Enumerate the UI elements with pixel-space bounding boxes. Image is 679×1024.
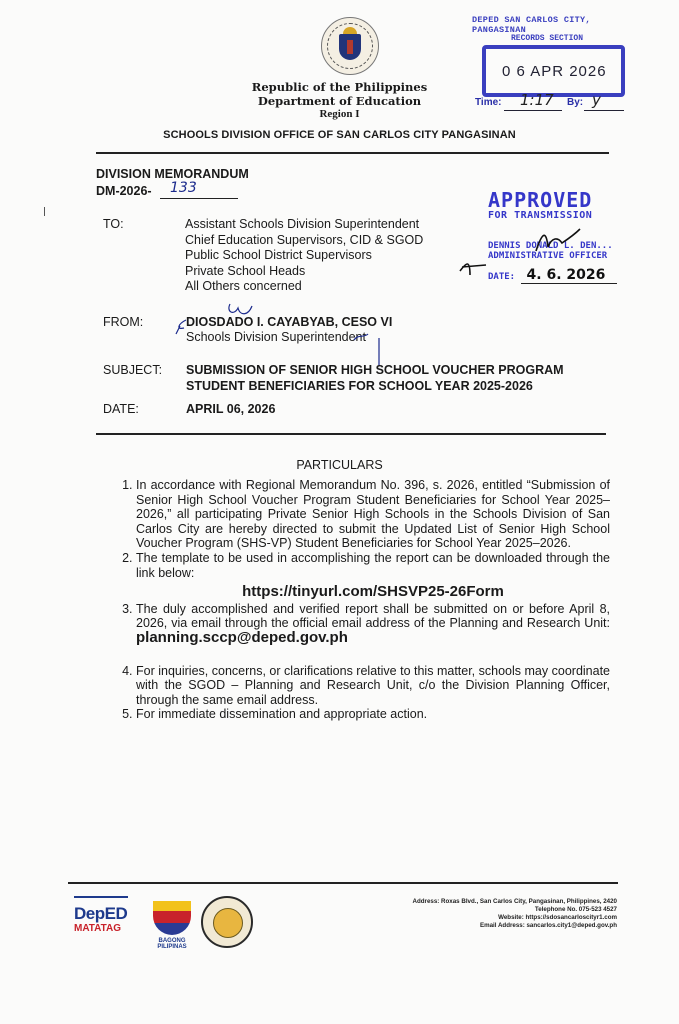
- stamp-by-label: By:: [567, 97, 584, 108]
- particular-item-4: [136, 664, 610, 708]
- recipient: Private School Heads: [185, 263, 306, 278]
- memo-number-line: [160, 198, 238, 199]
- approver-signature: [532, 225, 582, 255]
- particular-item-2: [136, 551, 610, 600]
- bagong-pilipinas-text: BAGONG PILIPINAS: [157, 938, 187, 950]
- header-divider: [96, 152, 609, 154]
- margin-mark: [44, 207, 45, 216]
- stamp-section-line: RECORDS SECTION: [510, 34, 583, 43]
- date-value: APRIL 06, 2026: [186, 402, 276, 416]
- initial-signature: [458, 257, 488, 277]
- bagong-pilipinas-logo: [144, 893, 200, 949]
- particular-text: For immediate dissemination and appropriate action.: [136, 707, 428, 722]
- deped-logo-text: DepED: [74, 904, 128, 923]
- deped-seal-logo: [321, 17, 379, 75]
- recipient: Public School District Supervisors: [185, 248, 372, 262]
- from-name: DIOSDADO I. CAYABYAB, CESO VI: [186, 315, 393, 329]
- form-link[interactable]: https://tinyurl.com/SHSVP25-26Form: [242, 583, 504, 601]
- particular-text: In accordance with Regional Memorandum No. 396, s. 2026, entitled “Submission of Senior High School Voucher Program Student Beneficiaries for School Year 2025–2026,” all participating Private Senior High Schools in the Schools Division of San Carlos City are hereby directed to submit the Updated List of Senior High School Voucher Program (SHS-VP) Student Beneficiaries for School Year 2025–2026.: [136, 478, 610, 551]
- particular-text: The template to be used in accomplishing the report can be downloaded through the link below:: [136, 550, 610, 580]
- particulars-heading: PARTICULARS: [296, 458, 383, 472]
- stamp-office-line: DEPED SAN CARLOS CITY, PANGASINAN: [472, 15, 591, 35]
- subject-text: [186, 363, 564, 394]
- superintendent-signature: [168, 298, 398, 368]
- recipient: All Others concerned: [185, 279, 302, 293]
- approved-officer-title: ADMINISTRATIVE OFFICER: [488, 251, 608, 261]
- contact-telephone: Telephone No. 075-523 4527: [534, 906, 617, 913]
- stamp-time-label: Time:: [475, 97, 502, 108]
- stamp-date: 0 6 APR 2026: [502, 63, 607, 80]
- stamp-time-line: [504, 110, 562, 111]
- stamp-by-line: [584, 110, 624, 111]
- to-recipients: [185, 217, 423, 295]
- approved-date-row: [488, 267, 617, 283]
- memo-type: DIVISION MEMORANDUM: [96, 167, 249, 181]
- records-received-stamp: [472, 15, 622, 109]
- subject-label: SUBJECT:: [103, 363, 163, 377]
- to-label: TO:: [103, 217, 124, 231]
- approved-title: APPROVED: [488, 188, 593, 212]
- recipient: Assistant Schools Division Superintendent: [185, 217, 420, 231]
- deped-matatag-logo: [74, 896, 130, 952]
- contact-email[interactable]: Email Address: sancarlos.city1@deped.gov.ph: [479, 922, 617, 929]
- memo-divider: [96, 433, 606, 435]
- contact-website[interactable]: Website: https://sdosancarloscityr1.com: [498, 914, 617, 921]
- contact-info: [340, 898, 617, 930]
- approved-officer-name: DENNIS DONALD L. DEN...: [488, 241, 613, 251]
- approved-date-value: 4. 6. 2026: [521, 267, 618, 284]
- contact-address: Address: Roxas Blvd., San Carlos City, Pangasinan, Philippines, 2420: [412, 898, 617, 905]
- recipient: Chief Education Supervisors, CID & SGOD: [185, 232, 424, 247]
- office-name: SCHOOLS DIVISION OFFICE OF SAN CARLOS CITY PANGASINAN: [163, 129, 516, 141]
- subject-line: STUDENT BENEFICIARIES FOR SCHOOL YEAR 2025-2026: [186, 378, 533, 393]
- stamp-by-value: y: [592, 91, 601, 109]
- from-label: FROM:: [103, 315, 144, 329]
- republic-line: Republic of the Philippines: [251, 80, 428, 94]
- date-label: DATE:: [103, 402, 139, 416]
- department-line: Department of Education: [257, 94, 422, 108]
- particular-text: The duly accomplished and verified report shall be submitted on or before April 8, 2026, via email through the official email address of the Planning and Research Unit:: [136, 601, 610, 631]
- region-line: Region I: [319, 108, 360, 120]
- approved-date-label: DATE:: [488, 272, 516, 282]
- stamp-time-value: 1:17: [520, 91, 554, 109]
- planning-email-link[interactable]: planning.sccp@deped.gov.ph: [136, 628, 348, 646]
- footer-divider: [68, 882, 618, 884]
- particular-text: For inquiries, concerns, or clarifications relative to this matter, schools may coordinate with the SGOD – Planning and Research Unit, c/o the Division Planning Officer, through the same email address.: [136, 663, 610, 707]
- matatag-logo-text: MATATAG: [74, 923, 122, 934]
- memo-number-handwritten: 133: [170, 180, 197, 196]
- approved-subtitle: FOR TRANSMISSION: [488, 210, 593, 221]
- memo-number-prefix: DM-2026-: [96, 184, 152, 198]
- particular-item-3: [136, 602, 610, 664]
- particulars-list: [116, 478, 610, 722]
- particular-item-5: [136, 707, 610, 722]
- division-seal-logo: [201, 896, 253, 948]
- subject-line: SUBMISSION OF SENIOR HIGH SCHOOL VOUCHER PROGRAM: [186, 363, 564, 377]
- from-title: Schools Division Superintendent: [186, 330, 366, 344]
- particular-item-1: [136, 478, 610, 551]
